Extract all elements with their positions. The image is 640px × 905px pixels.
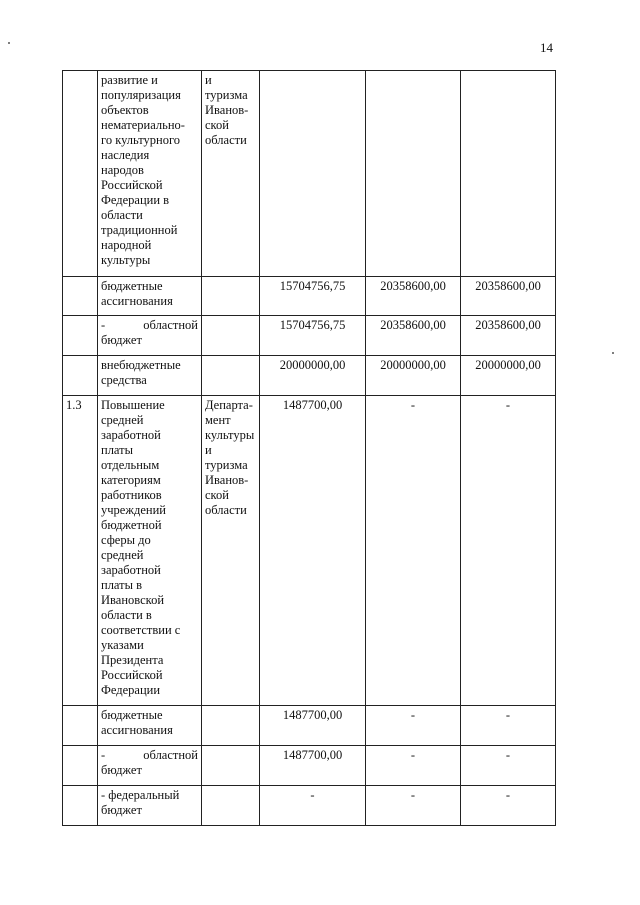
row-index-cell [63, 316, 98, 356]
table-row [63, 277, 556, 316]
activity-name-cell: развитие и популяризация объектов нематериально- го культурного наследия народов Российской Федерации в области традиционной народной культуры [98, 71, 202, 277]
activity-name-cell: - областной бюджет [98, 316, 202, 356]
year3-cell: 20358600,00 [461, 277, 556, 316]
year2-cell: - [366, 396, 461, 706]
activity-name-cell: бюджетные ассигнования [98, 277, 202, 316]
scan-speck [612, 352, 614, 354]
executor-cell [202, 786, 260, 826]
table-row [63, 706, 556, 746]
executor-cell [202, 746, 260, 786]
row-index-cell [63, 706, 98, 746]
year1-cell: 1487700,00 [260, 706, 366, 746]
year3-cell: - [461, 746, 556, 786]
year2-cell: 20358600,00 [366, 277, 461, 316]
executor-cell: Департа- мент культуры и туризма Иванов- ской области [202, 396, 260, 706]
page-number: 14 [540, 40, 553, 55]
table-row [63, 746, 556, 786]
year2-cell: - [366, 706, 461, 746]
activity-name-cell: - федеральный бюджет [98, 786, 202, 826]
executor-cell [202, 316, 260, 356]
activity-name-cell: Повышение средней заработной платы отдельным категориям работников учреждений бюджетной сферы до средней заработной платы в Ивановской области в соответствии с указами Президента Российской Федерации [98, 396, 202, 706]
table-row [63, 356, 556, 396]
year2-cell: - [366, 746, 461, 786]
year1-cell: 15704756,75 [260, 316, 366, 356]
activity-name-cell: - областной бюджет [98, 746, 202, 786]
year2-cell: 20000000,00 [366, 356, 461, 396]
row-index-cell [63, 277, 98, 316]
row-index-cell [63, 746, 98, 786]
scan-speck [8, 42, 10, 44]
year3-cell: - [461, 786, 556, 826]
executor-cell [202, 277, 260, 316]
year3-cell: 20000000,00 [461, 356, 556, 396]
year1-cell: 1487700,00 [260, 396, 366, 706]
table-row [63, 71, 556, 277]
budget-table [62, 70, 556, 826]
year2-cell: - [366, 786, 461, 826]
table-row [63, 316, 556, 356]
year1-cell: 1487700,00 [260, 746, 366, 786]
year3-cell [461, 71, 556, 277]
executor-cell: и туризма Иванов- ской области [202, 71, 260, 277]
year1-cell: 20000000,00 [260, 356, 366, 396]
activity-name-cell: бюджетные ассигнования [98, 706, 202, 746]
year1-cell [260, 71, 366, 277]
year2-cell: 20358600,00 [366, 316, 461, 356]
year2-cell [366, 71, 461, 277]
year1-cell: 15704756,75 [260, 277, 366, 316]
table-row [63, 396, 556, 706]
row-index-cell [63, 71, 98, 277]
table-row [63, 786, 556, 826]
year3-cell: - [461, 396, 556, 706]
year3-cell: - [461, 706, 556, 746]
activity-name-cell: внебюджетные средства [98, 356, 202, 396]
row-index-cell: 1.3 [63, 396, 98, 706]
year3-cell: 20358600,00 [461, 316, 556, 356]
executor-cell [202, 706, 260, 746]
row-index-cell [63, 356, 98, 396]
year1-cell: - [260, 786, 366, 826]
executor-cell [202, 356, 260, 396]
row-index-cell [63, 786, 98, 826]
